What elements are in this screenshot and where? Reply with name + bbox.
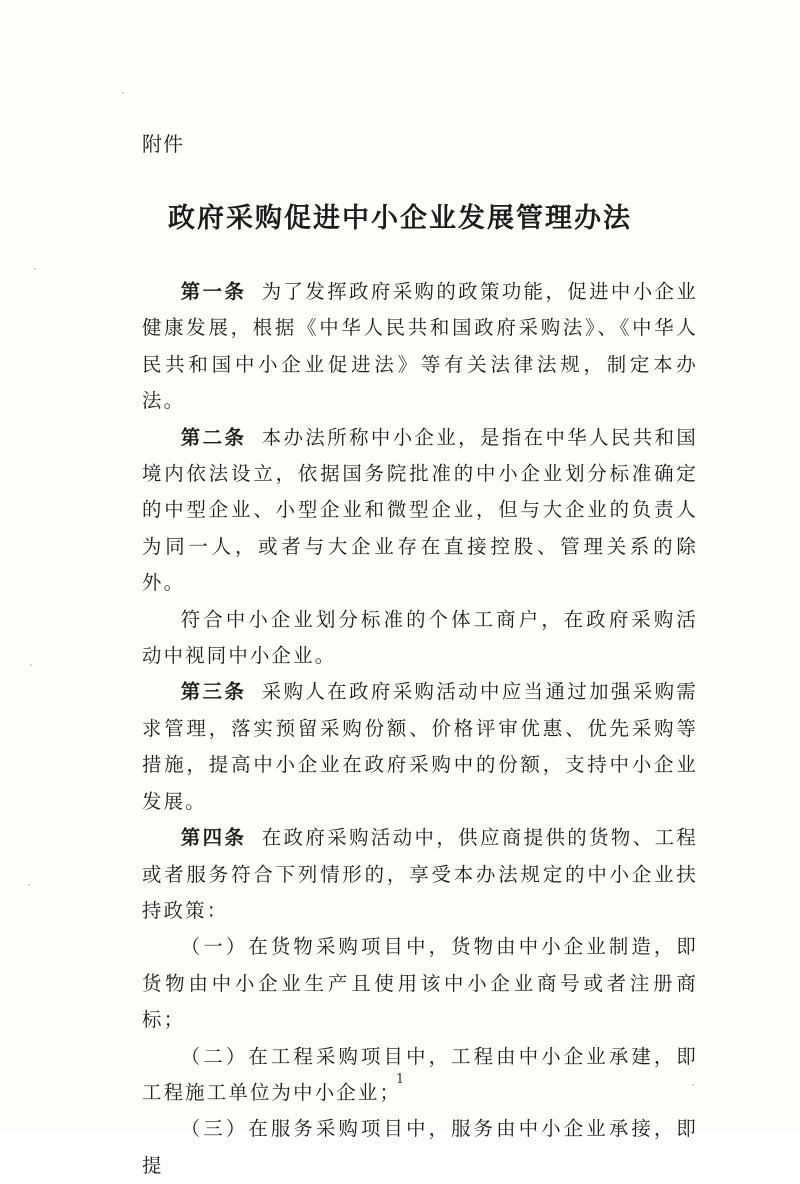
article-4-item-1: （一）在货物采购项目中，货物由中小企业制造，即货物由中小企业生产且使用该中小企业商号或者注册商标； — [142, 935, 698, 1032]
scan-speck — [34, 268, 36, 270]
scan-speck — [30, 664, 32, 666]
article-2-paragraph-2: 符合中小企业划分标准的个体工商户，在政府采购活动中视同中小企业。 — [142, 607, 698, 668]
scan-speck — [28, 884, 30, 886]
article-4-item-2: （二）在工程采购项目中，工程由中小企业承建，即工程施工单位为中小企业； — [142, 1044, 698, 1104]
article-4 — [142, 820, 698, 929]
article-3 — [142, 674, 698, 820]
article-3-text: 采购人在政府采购活动中应当通过加强采购需求管理，落实预留采购份额、价格评审优惠、优先采购等措施，提高中小企业在政府采购中的份额，支持中小企业发展。 — [142, 680, 698, 813]
article-2-text: 本办法所称中小企业，是指在中华人民共和国境内依法设立，依据国务院批准的中小企业划分标准确定的中型企业、小型企业和微型企业，但与大企业的负责人为同一人，或者与大企业存在直接控股、管理关系的除外。 — [142, 425, 698, 595]
scan-speck — [692, 1084, 694, 1086]
document-title: 政府采购促进中小企业发展管理办法 — [168, 203, 632, 234]
article-2 — [142, 420, 698, 602]
scan-speck — [122, 92, 124, 94]
article-4-heading: 第四条 — [180, 826, 247, 850]
article-1-text: 为了发挥政府采购的政策功能，促进中小企业健康发展，根据《中华人民共和国政府采购法》、《中华人民共和国中小企业促进法》等有关法律法规，制定本办法。 — [142, 280, 698, 413]
document-body — [142, 274, 698, 1184]
article-4-item-3: （三）在服务采购项目中，服务由中小企业承接，即提 — [142, 1117, 698, 1177]
attachment-label: 附件 — [142, 132, 184, 156]
article-2-heading: 第二条 — [180, 425, 247, 449]
article-1-heading: 第一条 — [180, 280, 247, 303]
article-3-heading: 第三条 — [180, 680, 247, 704]
article-4-text: 在政府采购活动中，供应商提供的货物、工程或者服务符合下列情形的，享受本办法规定的中小企业扶持政策： — [142, 826, 698, 922]
page-number: 1 — [395, 1072, 405, 1087]
article-1 — [142, 274, 698, 420]
